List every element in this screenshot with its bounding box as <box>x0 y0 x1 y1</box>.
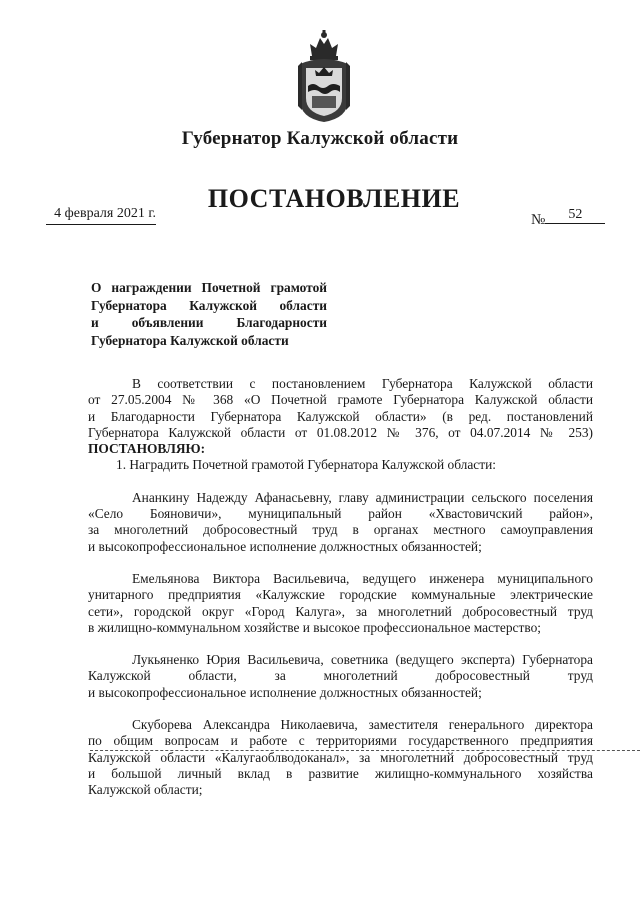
awardee-line: по общим вопросам и работе с территориями государственного предприятия <box>88 733 593 749</box>
document-type-title: ПОСТАНОВЛЕНИЕ <box>207 184 461 213</box>
awardee-line: Калужской области «Калугаоблводоканал», за многолетний добросовестный труд <box>88 749 593 765</box>
awardee-line: Ананкину Надежду Афанасьевну, главу администрации сельского поселения <box>132 489 593 505</box>
awardee-line: «Село Бояновичи», муниципальный район «Хвастовичский район», <box>88 506 593 522</box>
issuing-authority: Губернатор Калужской области <box>181 128 459 149</box>
document-date: 4 февраля 2021 г. <box>46 206 156 225</box>
number-value: 52 <box>545 207 605 224</box>
scan-artifact-line <box>90 750 640 751</box>
awardee-line: Калужской области, за многолетний добросовестный труд <box>88 668 593 684</box>
awardee-line: Скуборева Александра Николаевича, заместителя генерального директора <box>132 717 593 733</box>
preamble-line: и Благодарности Губернатора Калужской области» (в ред. постановлений <box>88 408 593 424</box>
awardee-line: Лукьяненко Юрия Васильевича, советника (ведущего эксперта) Губернатора <box>132 652 593 668</box>
document-body <box>88 376 593 799</box>
decree-item: 1. Наградить Почетной грамотой Губернатора Калужской области: <box>116 457 496 473</box>
awardee-line: за многолетний добросовестный труд в органах местного самоуправления <box>88 522 593 538</box>
awardee-line: и высокопрофессиональное исполнение должностных обязанностей; <box>88 684 482 700</box>
awardee-line: сети», городской округ «Город Калуга», за многолетний добросовестный труд <box>88 603 593 619</box>
subject-line: и объявлении Благодарности <box>91 315 327 330</box>
awardee-line: унитарного предприятия «Калужские городские коммунальные электрические <box>88 587 593 603</box>
preamble-line: Губернатора Калужской области от 01.08.2012 № 376, от 04.07.2014 № 253) <box>88 424 593 440</box>
subject-line: О награждении Почетной грамотой <box>91 280 327 295</box>
preamble-line: В соответствии с постановлением Губернатора Калужской области <box>132 376 593 391</box>
awardee-line: и большой личный вклад в развитие жилищно-коммунального хозяйства <box>88 765 593 781</box>
awardee-line: Емельянова Виктора Васильевича, ведущего инженера муниципального <box>132 570 593 586</box>
awardee-line: Калужской области; <box>88 782 203 798</box>
document-number <box>531 207 605 230</box>
subject-line: Губернатора Калужской области <box>91 297 327 313</box>
awardee-line: и высокопрофессиональное исполнение должностных обязанностей; <box>88 538 482 554</box>
number-sign: № <box>531 212 546 228</box>
subject-line: Губернатора Калужской области <box>91 332 289 348</box>
awardee-line: в жилищно-коммунальном хозяйстве и высокое профессиональное мастерство; <box>88 619 541 635</box>
decree-word: ПОСТАНОВЛЯЮ: <box>88 441 206 457</box>
document-subject <box>91 279 327 349</box>
kaluga-coat-of-arms-icon <box>296 30 352 124</box>
preamble-line: от 27.05.2004 № 368 «О Почетной грамоте Губернатора Калужской области <box>88 392 593 408</box>
